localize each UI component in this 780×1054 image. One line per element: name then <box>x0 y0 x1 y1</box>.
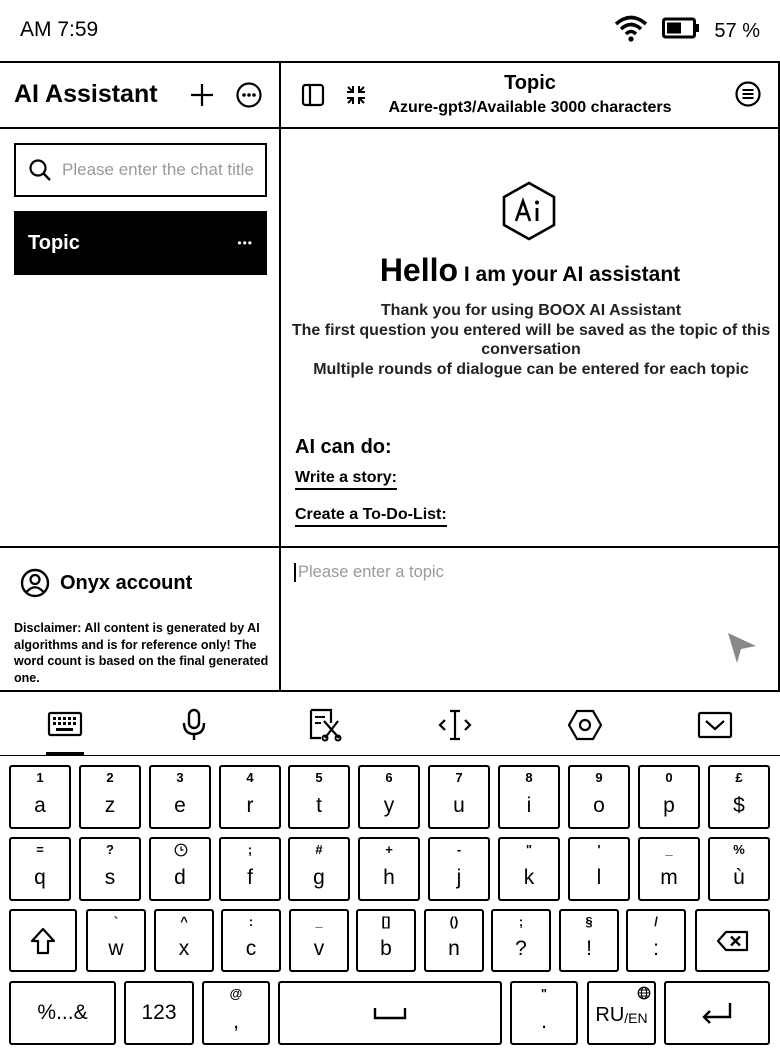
divider <box>0 755 780 756</box>
key-label: p <box>663 794 675 817</box>
key-y[interactable] <box>358 765 420 829</box>
key-label: ù <box>733 866 745 889</box>
greeting-tail: I am your AI assistant <box>458 263 681 286</box>
symbols-key[interactable] <box>9 981 116 1045</box>
key-label: h <box>383 866 395 889</box>
clipboard-cut-icon <box>307 707 343 743</box>
key-hint: 9 <box>595 770 603 785</box>
key-s[interactable] <box>79 837 141 901</box>
key-label: f <box>247 866 253 889</box>
divider <box>0 690 780 692</box>
enter-key[interactable] <box>664 981 770 1045</box>
key-hint: [] <box>381 914 391 929</box>
key-label: x <box>178 937 190 960</box>
key-label: w <box>108 937 124 960</box>
menu-circle-icon <box>734 80 762 108</box>
enter-icon <box>700 1001 734 1025</box>
key-e[interactable] <box>149 765 211 829</box>
lang-current: RU <box>595 1003 625 1026</box>
search-icon <box>28 158 52 182</box>
key-d[interactable] <box>149 837 211 901</box>
key-hint: 3 <box>176 770 184 785</box>
key-label: s <box>104 866 116 889</box>
chat-title: Topic <box>504 72 556 94</box>
key-label: q <box>34 866 46 889</box>
key-label: c <box>245 937 257 960</box>
chat-menu-button[interactable] <box>733 79 763 109</box>
key-c[interactable] <box>221 909 281 972</box>
key-i[interactable] <box>498 765 560 829</box>
clipboard-button[interactable] <box>295 700 355 750</box>
sidebar-item-label: Topic <box>28 231 80 254</box>
key-label: %...& <box>37 1001 88 1024</box>
key-hint: @ <box>229 986 243 1001</box>
model-status: Azure-gpt3/Available 3000 characters <box>388 99 672 116</box>
key-z[interactable] <box>79 765 141 829</box>
key-hint: # <box>315 842 323 857</box>
plus-icon <box>189 82 215 108</box>
key-t[interactable] <box>288 765 350 829</box>
keyboard-tab[interactable] <box>35 700 95 750</box>
key-label: v <box>313 937 325 960</box>
intro-line: Thank you for using BOOX AI Assistant <box>380 302 682 319</box>
divider <box>279 61 281 692</box>
key-hint: 5 <box>315 770 323 785</box>
account-label: Onyx account <box>60 571 193 594</box>
key-g[interactable] <box>288 837 350 901</box>
battery-percent: 57 % <box>714 19 760 42</box>
key-j[interactable] <box>428 837 490 901</box>
topic-input[interactable] <box>294 563 764 582</box>
disclaimer: Disclaimer: All content is generated by AI algorithms and is for reference only! The word count is based on the final generated one. <box>14 621 269 685</box>
key-hint: ^ <box>180 914 188 929</box>
language-key[interactable] <box>587 981 656 1045</box>
shift-key[interactable] <box>9 909 77 972</box>
send-button[interactable] <box>722 627 762 667</box>
key-hint: " <box>540 986 548 1001</box>
intro-line: Multiple rounds of dialogue can be entered for each topic <box>313 360 749 378</box>
key-colon[interactable] <box>626 909 686 972</box>
key-label: 123 <box>141 1001 177 1024</box>
search-input[interactable] <box>62 160 262 180</box>
divider <box>0 127 780 129</box>
key-label: u <box>453 794 465 817</box>
key-p[interactable] <box>638 765 700 829</box>
key-label: d <box>174 866 186 889</box>
clock-icon <box>174 843 188 857</box>
key-hint: 8 <box>525 770 533 785</box>
key-w[interactable] <box>86 909 146 972</box>
keyboard-settings-button[interactable] <box>555 700 615 750</box>
backspace-key[interactable] <box>695 909 770 972</box>
key-label: r <box>246 794 254 817</box>
key-hint: 0 <box>665 770 673 785</box>
sidebar-item-topic[interactable] <box>14 211 267 275</box>
divider <box>0 546 780 548</box>
key-f[interactable] <box>219 837 281 901</box>
key-label: t <box>316 794 322 817</box>
key-comma[interactable] <box>202 981 270 1045</box>
key-label: y <box>383 794 395 817</box>
key-hint: ; <box>518 914 524 929</box>
chat-search-box[interactable] <box>14 143 267 197</box>
shift-icon <box>30 927 56 955</box>
key-label: : <box>653 937 659 960</box>
key-question[interactable] <box>491 909 551 972</box>
space-key[interactable] <box>278 981 502 1045</box>
key-label: j <box>456 866 462 889</box>
text-cursor-icon <box>437 707 473 743</box>
key-r[interactable] <box>219 765 281 829</box>
greeting <box>282 252 778 289</box>
key-hint: 2 <box>106 770 114 785</box>
key-dollar[interactable] <box>708 765 770 829</box>
key-hint: _ <box>315 914 323 929</box>
key-label: o <box>593 794 605 817</box>
key-label: i <box>526 794 532 817</box>
key-x[interactable] <box>154 909 214 972</box>
intro-line: The first question you entered will be saved as the topic of this conversation <box>291 321 771 358</box>
key-hint: 1 <box>36 770 44 785</box>
key-n[interactable] <box>424 909 484 972</box>
key-period[interactable] <box>510 981 578 1045</box>
key-hint: 6 <box>385 770 393 785</box>
key-v[interactable] <box>289 909 349 972</box>
key-exclamation[interactable] <box>559 909 619 972</box>
key-h[interactable] <box>358 837 420 901</box>
key-u[interactable] <box>428 765 490 829</box>
add-chat-button[interactable] <box>186 79 218 111</box>
settings-hex-icon <box>567 708 603 742</box>
microphone-icon <box>179 708 209 742</box>
key-hint: £ <box>735 770 743 785</box>
key-hint: + <box>385 842 393 857</box>
key-b[interactable] <box>356 909 416 972</box>
example-todo-list[interactable]: Create a To-Do-List: <box>295 506 447 527</box>
app-title: AI Assistant <box>14 80 158 108</box>
space-icon <box>373 1005 407 1021</box>
key-hint: " <box>525 842 533 857</box>
key-hint: ` <box>113 914 119 929</box>
intro-text <box>284 301 778 379</box>
chevron-down-icon <box>697 710 733 740</box>
wifi-icon <box>614 14 648 48</box>
key-label: n <box>448 937 460 960</box>
status-bar <box>0 0 780 62</box>
key-l[interactable] <box>568 837 630 901</box>
status-indicators <box>614 14 760 48</box>
more-circle-icon <box>235 81 263 109</box>
backspace-icon <box>716 930 750 952</box>
key-label: b <box>380 937 392 960</box>
key-u-grave[interactable] <box>708 837 770 901</box>
key-hint: / <box>654 914 658 929</box>
key-hint: 7 <box>455 770 463 785</box>
status-time: AM 7:59 <box>20 18 99 41</box>
ai-logo-icon <box>501 181 557 241</box>
account-link[interactable] <box>20 568 192 598</box>
example-write-story[interactable]: Write a story: <box>295 469 397 490</box>
user-icon <box>20 568 50 598</box>
key-hint: § <box>585 914 593 929</box>
key-hint: = <box>36 842 44 857</box>
battery-icon <box>662 16 700 46</box>
key-label: . <box>541 1010 547 1033</box>
key-hint: _ <box>665 842 673 857</box>
key-k[interactable] <box>498 837 560 901</box>
active-tab-indicator <box>46 752 84 755</box>
send-icon <box>725 630 759 664</box>
topic-more-button[interactable]: ••• <box>237 236 253 250</box>
key-label: , <box>233 1010 239 1033</box>
key-a[interactable] <box>9 765 71 829</box>
key-label: k <box>523 866 535 889</box>
numbers-key[interactable] <box>124 981 194 1045</box>
key-hint: ' <box>597 842 601 857</box>
key-label: a <box>34 794 46 817</box>
key-m[interactable] <box>638 837 700 901</box>
key-hint: ; <box>247 842 253 857</box>
key-hint: 4 <box>246 770 254 785</box>
keyboard-icon <box>47 710 83 740</box>
hide-keyboard-button[interactable] <box>685 700 745 750</box>
key-hint: () <box>449 914 459 929</box>
key-hint: - <box>456 842 462 857</box>
key-hint: ? <box>106 842 114 857</box>
capabilities-heading: AI can do: <box>295 436 392 458</box>
key-label: e <box>174 794 186 817</box>
key-label: z <box>104 794 116 817</box>
key-o[interactable] <box>568 765 630 829</box>
key-label: l <box>596 866 602 889</box>
key-label: ? <box>515 937 527 960</box>
key-hint: % <box>733 842 745 857</box>
key-label: ! <box>586 937 592 960</box>
key-q[interactable] <box>9 837 71 901</box>
voice-input-button[interactable] <box>164 700 224 750</box>
greeting-hello: Hello <box>379 252 459 288</box>
key-label: g <box>313 866 325 889</box>
more-options-button[interactable] <box>233 79 265 111</box>
key-hint: : <box>248 914 254 929</box>
lang-alt: /EN <box>624 1009 648 1026</box>
key-label: $ <box>733 794 745 817</box>
key-label: m <box>660 866 678 889</box>
divider <box>0 61 780 63</box>
cursor-move-button[interactable] <box>425 700 485 750</box>
